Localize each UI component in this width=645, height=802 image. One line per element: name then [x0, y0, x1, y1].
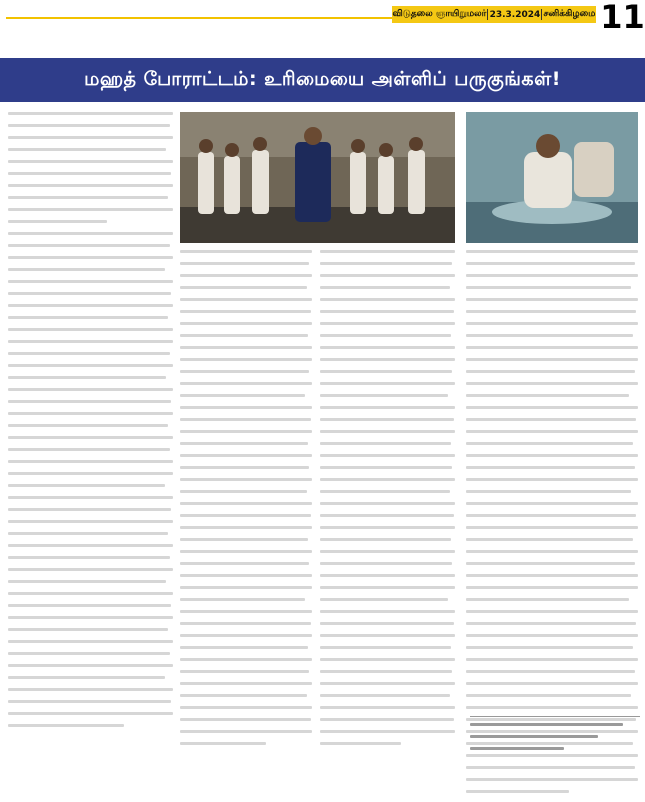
text-line [8, 400, 171, 403]
text-line [8, 292, 171, 295]
text-line [180, 622, 311, 625]
text-line [320, 526, 455, 529]
article-column-1 [8, 112, 173, 736]
text-line [320, 490, 450, 493]
text-line [180, 730, 312, 733]
text-line [8, 652, 170, 655]
text-line [320, 634, 455, 637]
author-credit [470, 716, 640, 751]
text-line [8, 208, 173, 211]
text-line [8, 496, 173, 499]
text-line [8, 580, 166, 583]
masthead [0, 0, 645, 36]
text-line [180, 538, 308, 541]
text-line [180, 574, 312, 577]
text-line [320, 274, 455, 277]
text-line [466, 766, 635, 769]
text-line [8, 256, 173, 259]
text-line [8, 460, 173, 463]
credit-line [470, 723, 623, 726]
publication-name: விடுதலை ஞாயிறுமலர் [392, 9, 487, 19]
headline-banner [0, 58, 645, 102]
text-line [466, 646, 633, 649]
text-line [466, 634, 638, 637]
text-line [8, 112, 173, 115]
text-line [180, 586, 312, 589]
text-line [180, 454, 312, 457]
text-line [320, 730, 455, 733]
text-line [466, 622, 636, 625]
credit-line [470, 747, 564, 750]
text-line [320, 406, 455, 409]
text-line [8, 376, 166, 379]
text-line [466, 706, 638, 709]
text-line [320, 358, 455, 361]
text-line [180, 670, 309, 673]
text-line [320, 478, 455, 481]
text-line [8, 436, 173, 439]
text-line [180, 310, 311, 313]
article-column-2 [180, 250, 312, 754]
text-line [8, 232, 173, 235]
text-line [320, 454, 455, 457]
text-line [466, 778, 638, 781]
text-line [466, 526, 638, 529]
text-line [466, 286, 631, 289]
text-line [180, 418, 311, 421]
text-line [320, 562, 452, 565]
article-column-3 [320, 250, 455, 754]
text-line [320, 706, 455, 709]
text-line [180, 550, 312, 553]
text-line [466, 370, 635, 373]
headline: மஹத் போராட்டம்: உரிமையை அள்ளிப் பருகுங்கள்! [84, 67, 561, 90]
text-line [8, 712, 173, 715]
text-line [320, 598, 448, 601]
text-line [8, 280, 173, 283]
group-photo-image [180, 112, 455, 243]
text-line [466, 670, 635, 673]
text-line [180, 286, 307, 289]
text-line [466, 358, 638, 361]
text-line [320, 670, 452, 673]
text-line [466, 382, 638, 385]
text-line [8, 664, 173, 667]
text-line [180, 322, 312, 325]
text-line [320, 370, 452, 373]
text-line [320, 382, 455, 385]
text-line [466, 250, 638, 253]
text-line [180, 430, 312, 433]
text-line [180, 502, 312, 505]
text-line [466, 538, 633, 541]
text-line [8, 244, 170, 247]
text-line [320, 334, 451, 337]
text-line [8, 424, 168, 427]
text-line [180, 466, 309, 469]
text-line [466, 658, 638, 661]
text-line [466, 562, 635, 565]
text-line [8, 472, 173, 475]
text-line [320, 310, 454, 313]
text-line [8, 364, 173, 367]
text-line [8, 616, 173, 619]
text-line [8, 172, 171, 175]
text-line [180, 406, 312, 409]
text-line [180, 598, 305, 601]
text-line [466, 490, 631, 493]
text-line [466, 682, 638, 685]
text-line [320, 586, 455, 589]
text-line [8, 688, 173, 691]
text-line [8, 520, 173, 523]
text-line [8, 592, 173, 595]
text-line [466, 478, 638, 481]
text-line [466, 406, 638, 409]
text-line [8, 136, 173, 139]
text-line [180, 370, 309, 373]
text-line [8, 148, 166, 151]
text-line [466, 610, 638, 613]
separator [487, 9, 488, 20]
text-line [320, 286, 450, 289]
text-line [466, 274, 638, 277]
text-line [320, 610, 455, 613]
text-line [180, 658, 312, 661]
text-line [180, 250, 312, 253]
text-line [320, 718, 454, 721]
text-line [8, 556, 170, 559]
text-line [466, 430, 638, 433]
text-line [8, 124, 170, 127]
text-line [466, 466, 635, 469]
text-line [8, 184, 173, 187]
text-line [8, 220, 107, 223]
text-line [320, 442, 451, 445]
text-line [8, 604, 171, 607]
text-line [8, 388, 173, 391]
separator [541, 9, 542, 20]
text-line [180, 334, 308, 337]
issue-day: சனிக்கிழமை [543, 9, 596, 19]
text-line [320, 682, 455, 685]
text-line [8, 196, 168, 199]
text-line [180, 262, 309, 265]
text-line [466, 442, 633, 445]
text-line [8, 700, 171, 703]
text-line [320, 550, 455, 553]
text-line [466, 502, 638, 505]
text-line [8, 568, 173, 571]
text-line [8, 676, 165, 679]
text-line [466, 574, 638, 577]
text-line [8, 544, 173, 547]
masthead-box [392, 6, 596, 23]
text-line [180, 346, 312, 349]
text-line [180, 718, 311, 721]
text-line [8, 640, 173, 643]
text-line [466, 262, 635, 265]
text-line [320, 430, 455, 433]
text-line [8, 628, 168, 631]
text-line [180, 442, 308, 445]
text-line [180, 514, 311, 517]
text-line [320, 466, 452, 469]
text-line [8, 304, 173, 307]
text-line [466, 586, 638, 589]
text-line [466, 334, 633, 337]
text-line [180, 298, 312, 301]
text-line [8, 412, 173, 415]
text-line [8, 160, 173, 163]
text-line [8, 340, 173, 343]
text-line [466, 322, 638, 325]
text-line [320, 646, 451, 649]
text-line [180, 382, 312, 385]
text-line [8, 448, 170, 451]
water-drinking-photo [466, 112, 638, 243]
text-line [320, 346, 455, 349]
text-line [180, 694, 307, 697]
text-line [466, 346, 638, 349]
text-line [320, 694, 450, 697]
text-line [466, 790, 569, 793]
text-line [8, 316, 168, 319]
text-line [320, 418, 454, 421]
text-line [180, 610, 312, 613]
text-line [8, 268, 165, 271]
issue-date: 23.3.2024 [489, 9, 541, 20]
text-line [8, 532, 168, 535]
page-number: 11 [600, 0, 645, 36]
text-line [320, 742, 401, 745]
text-line [180, 706, 312, 709]
text-line [180, 478, 312, 481]
text-line [180, 682, 312, 685]
text-line [180, 526, 312, 529]
text-line [320, 502, 455, 505]
text-line [320, 622, 454, 625]
text-line [180, 490, 307, 493]
group-photo [180, 112, 455, 243]
credit-line [470, 735, 598, 738]
text-line [466, 598, 629, 601]
text-line [8, 352, 170, 355]
text-line [466, 418, 636, 421]
text-line [8, 724, 124, 727]
text-line [466, 394, 629, 397]
text-line [466, 298, 638, 301]
text-line [180, 634, 312, 637]
text-line [180, 646, 308, 649]
text-line [320, 322, 455, 325]
text-line [180, 358, 312, 361]
text-line [466, 310, 636, 313]
text-line [320, 538, 451, 541]
text-line [320, 574, 455, 577]
text-line [8, 484, 165, 487]
text-line [180, 742, 266, 745]
text-line [8, 328, 173, 331]
text-line [320, 262, 452, 265]
text-line [180, 562, 309, 565]
text-line [466, 754, 638, 757]
text-line [466, 550, 638, 553]
water-drinking-image [466, 112, 638, 243]
text-line [8, 508, 171, 511]
text-line [320, 298, 455, 301]
text-line [466, 454, 638, 457]
text-line [320, 658, 455, 661]
text-line [320, 250, 455, 253]
text-line [466, 694, 631, 697]
text-line [466, 514, 636, 517]
text-line [180, 394, 305, 397]
text-line [180, 274, 312, 277]
text-line [320, 514, 454, 517]
text-line [320, 394, 448, 397]
